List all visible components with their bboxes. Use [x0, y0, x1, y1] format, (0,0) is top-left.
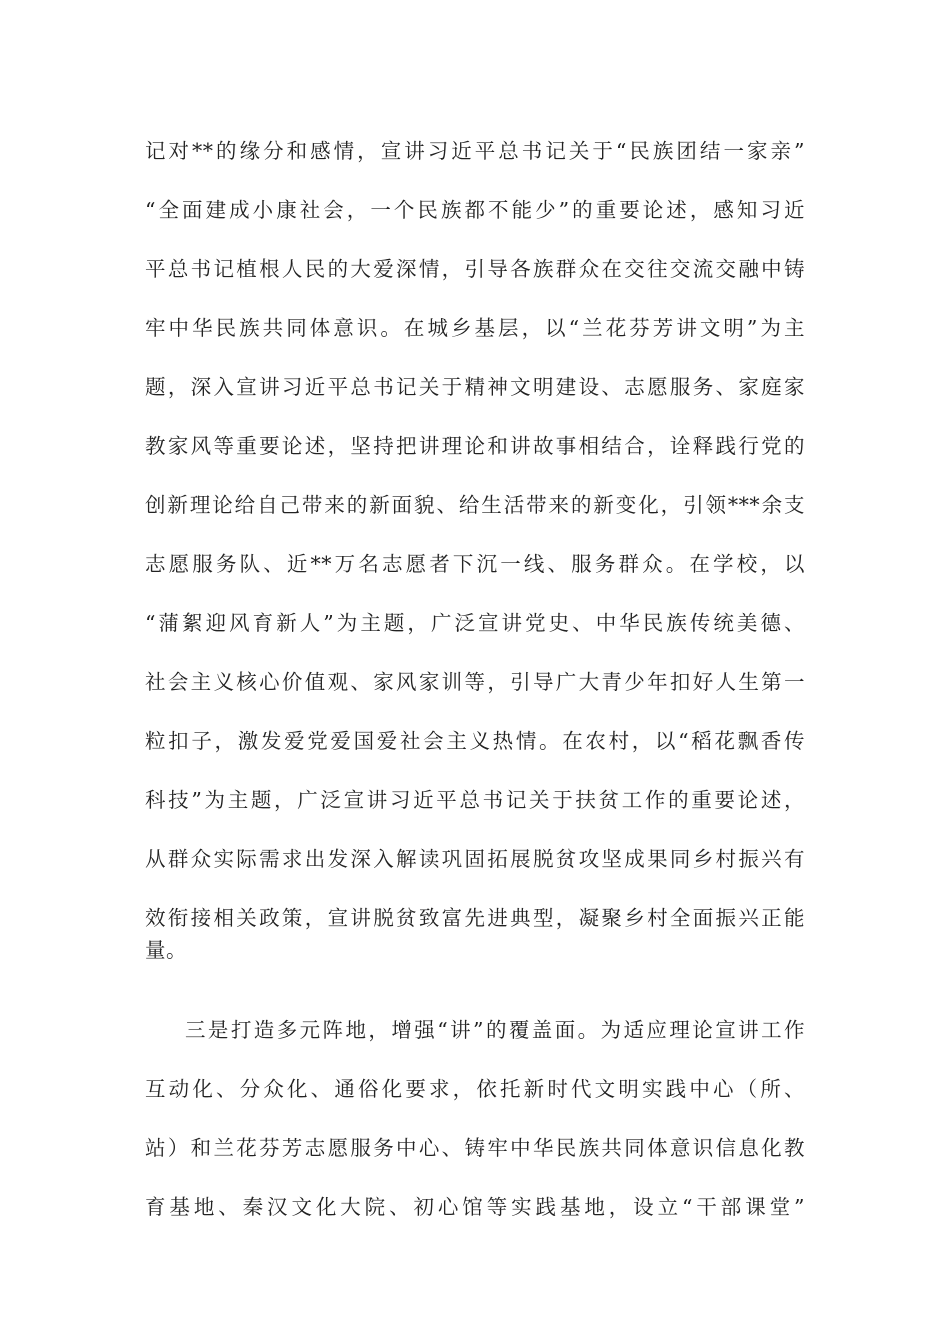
text-line: “全面建成小康社会，一个民族都不能少”的重要论述，感知习近 — [145, 198, 805, 222]
text-line: 创新理论给自己带来的新面貌、给生活带来的新变化，引领***余支 — [145, 493, 805, 517]
text-line: 教家风等重要论述，坚持把讲理论和讲故事相结合，诠释践行党的 — [145, 434, 805, 458]
text-line: 志愿服务队、近**万名志愿者下沉一线、服务群众。在学校，以 — [145, 552, 805, 576]
text-line: 社会主义核心价值观、家风家训等，引导广大青少年扣好人生第一 — [145, 670, 805, 694]
text-line: 站）和兰花芬芳志愿服务中心、铸牢中华民族共同体意识信息化教 — [145, 1136, 805, 1160]
text-line: 科技”为主题，广泛宣讲习近平总书记关于扶贫工作的重要论述， — [145, 788, 805, 812]
text-line: 效衔接相关政策，宣讲脱贫致富先进典型，凝聚乡村全面振兴正能 — [145, 906, 805, 930]
text-line: 粒扣子，激发爱党爱国爱社会主义热情。在农村，以“稻花飘香传 — [145, 729, 805, 753]
text-line: 题，深入宣讲习近平总书记关于精神文明建设、志愿服务、家庭家 — [145, 375, 805, 399]
text-line: 三是打造多元阵地，增强“讲”的覆盖面。为适应理论宣讲工作 — [185, 1018, 805, 1042]
text-line: 从群众实际需求出发深入解读巩固拓展脱贫攻坚成果同乡村振兴有 — [145, 847, 805, 871]
text-line: 平总书记植根人民的大爱深情，引导各族群众在交往交流交融中铸 — [145, 257, 805, 281]
text-line: “蒲絮迎风育新人”为主题，广泛宣讲党史、中华民族传统美德、 — [145, 611, 805, 635]
text-line: 育基地、秦汉文化大院、初心馆等实践基地，设立“干部课堂” — [145, 1195, 805, 1219]
text-line: 记对**的缘分和感情，宣讲习近平总书记关于“民族团结一家亲” — [145, 139, 805, 163]
text-line: 互动化、分众化、通俗化要求，依托新时代文明实践中心（所、 — [145, 1077, 805, 1101]
text-line: 量。 — [145, 938, 187, 962]
text-line: 牢中华民族共同体意识。在城乡基层，以“兰花芬芳讲文明”为主 — [145, 316, 805, 340]
